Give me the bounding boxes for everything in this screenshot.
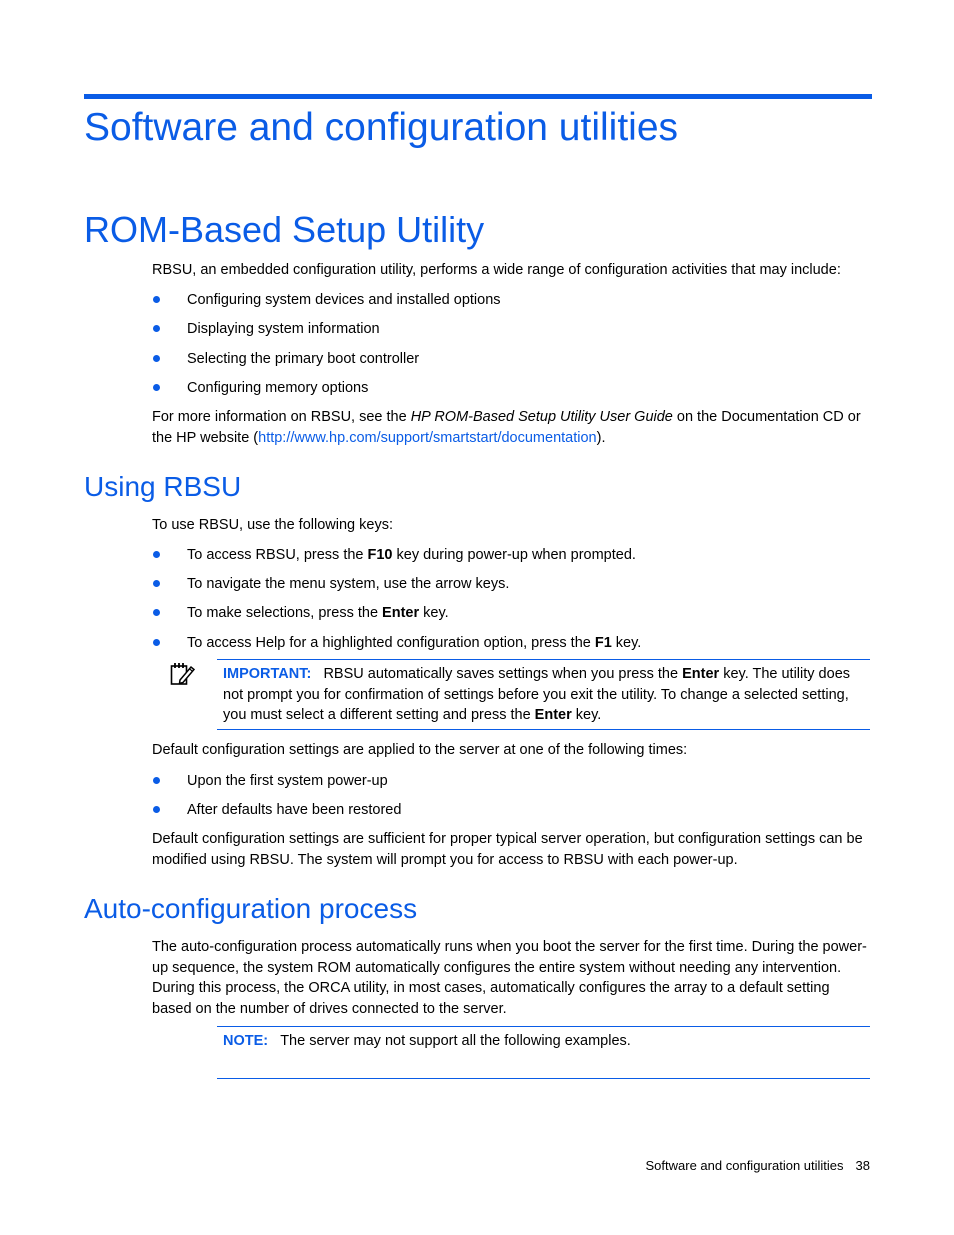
bullet-dot — [153, 325, 160, 332]
note-text: NOTE: The server may not support all the following examples. — [223, 1033, 631, 1049]
page-title: Software and configuration utilities — [84, 106, 679, 149]
note-callout — [217, 1026, 870, 1079]
more-info-paragraph: For more information on RBSU, see the HP ROM-Based Setup Utility User Guide on the Documentation CD or the HP website (http://www.hp.com/support/smartstart/documentation). — [152, 409, 861, 446]
page-number: 38 — [855, 1158, 870, 1173]
documentation-link[interactable]: http://www.hp.com/support/smartstart/documentation — [258, 429, 597, 446]
using-rbsu-heading: Using RBSU — [84, 471, 242, 502]
important-text: IMPORTANT: RBSU automatically saves settings when you press the Enter key. The utility does not prompt you for confirmation of settings before you exit the utility. To change a selected setting, you must select a different setting and press the Enter key. — [223, 666, 851, 723]
bullet-dot — [153, 580, 160, 587]
defaults-intro: Default configuration settings are applied to the server at one of the following times: — [152, 742, 688, 758]
important-callout — [217, 659, 870, 730]
bullet-dot — [153, 777, 160, 784]
bullet-dot — [153, 806, 160, 813]
title-rule — [84, 94, 872, 99]
bullet-dot — [153, 609, 160, 616]
defaults-note: Default configuration settings are sufficient for proper typical server operation, but configuration settings can be modified using RBSU. The system will prompt you for access to RBSU with each power-up. — [152, 831, 863, 868]
bullet-dot — [153, 551, 160, 558]
guide-title: HP ROM-Based Setup Utility User Guide — [410, 409, 673, 425]
bullet-dot — [153, 384, 160, 391]
section-title: ROM-Based Setup Utility — [84, 209, 485, 250]
auto-config-heading: Auto-configuration process — [84, 893, 418, 924]
bullet-dot — [153, 355, 160, 362]
note-label: NOTE: — [223, 1033, 269, 1049]
important-label: IMPORTANT: — [223, 666, 312, 682]
footer-title: Software and configuration utilities — [645, 1158, 844, 1173]
using-rbsu-intro: To use RBSU, use the following keys: — [152, 517, 393, 533]
important-notepad-icon — [170, 662, 196, 686]
auto-config-body: The auto-configuration process automatically runs when you boot the server for the first time. During the power-up sequence, the system ROM automatically configures the entire system without needing any intervention. During this process, the ORCA utility, in most cases, automatically configures the array to a default setting based on the number of drives connected to the server. — [152, 939, 867, 1017]
rbsu-intro: RBSU, an embedded configuration utility, performs a wide range of configuration activities that may include: — [152, 262, 841, 278]
bullet-dot — [153, 296, 160, 303]
bullet-dot — [153, 639, 160, 646]
page-footer — [646, 1158, 870, 1173]
